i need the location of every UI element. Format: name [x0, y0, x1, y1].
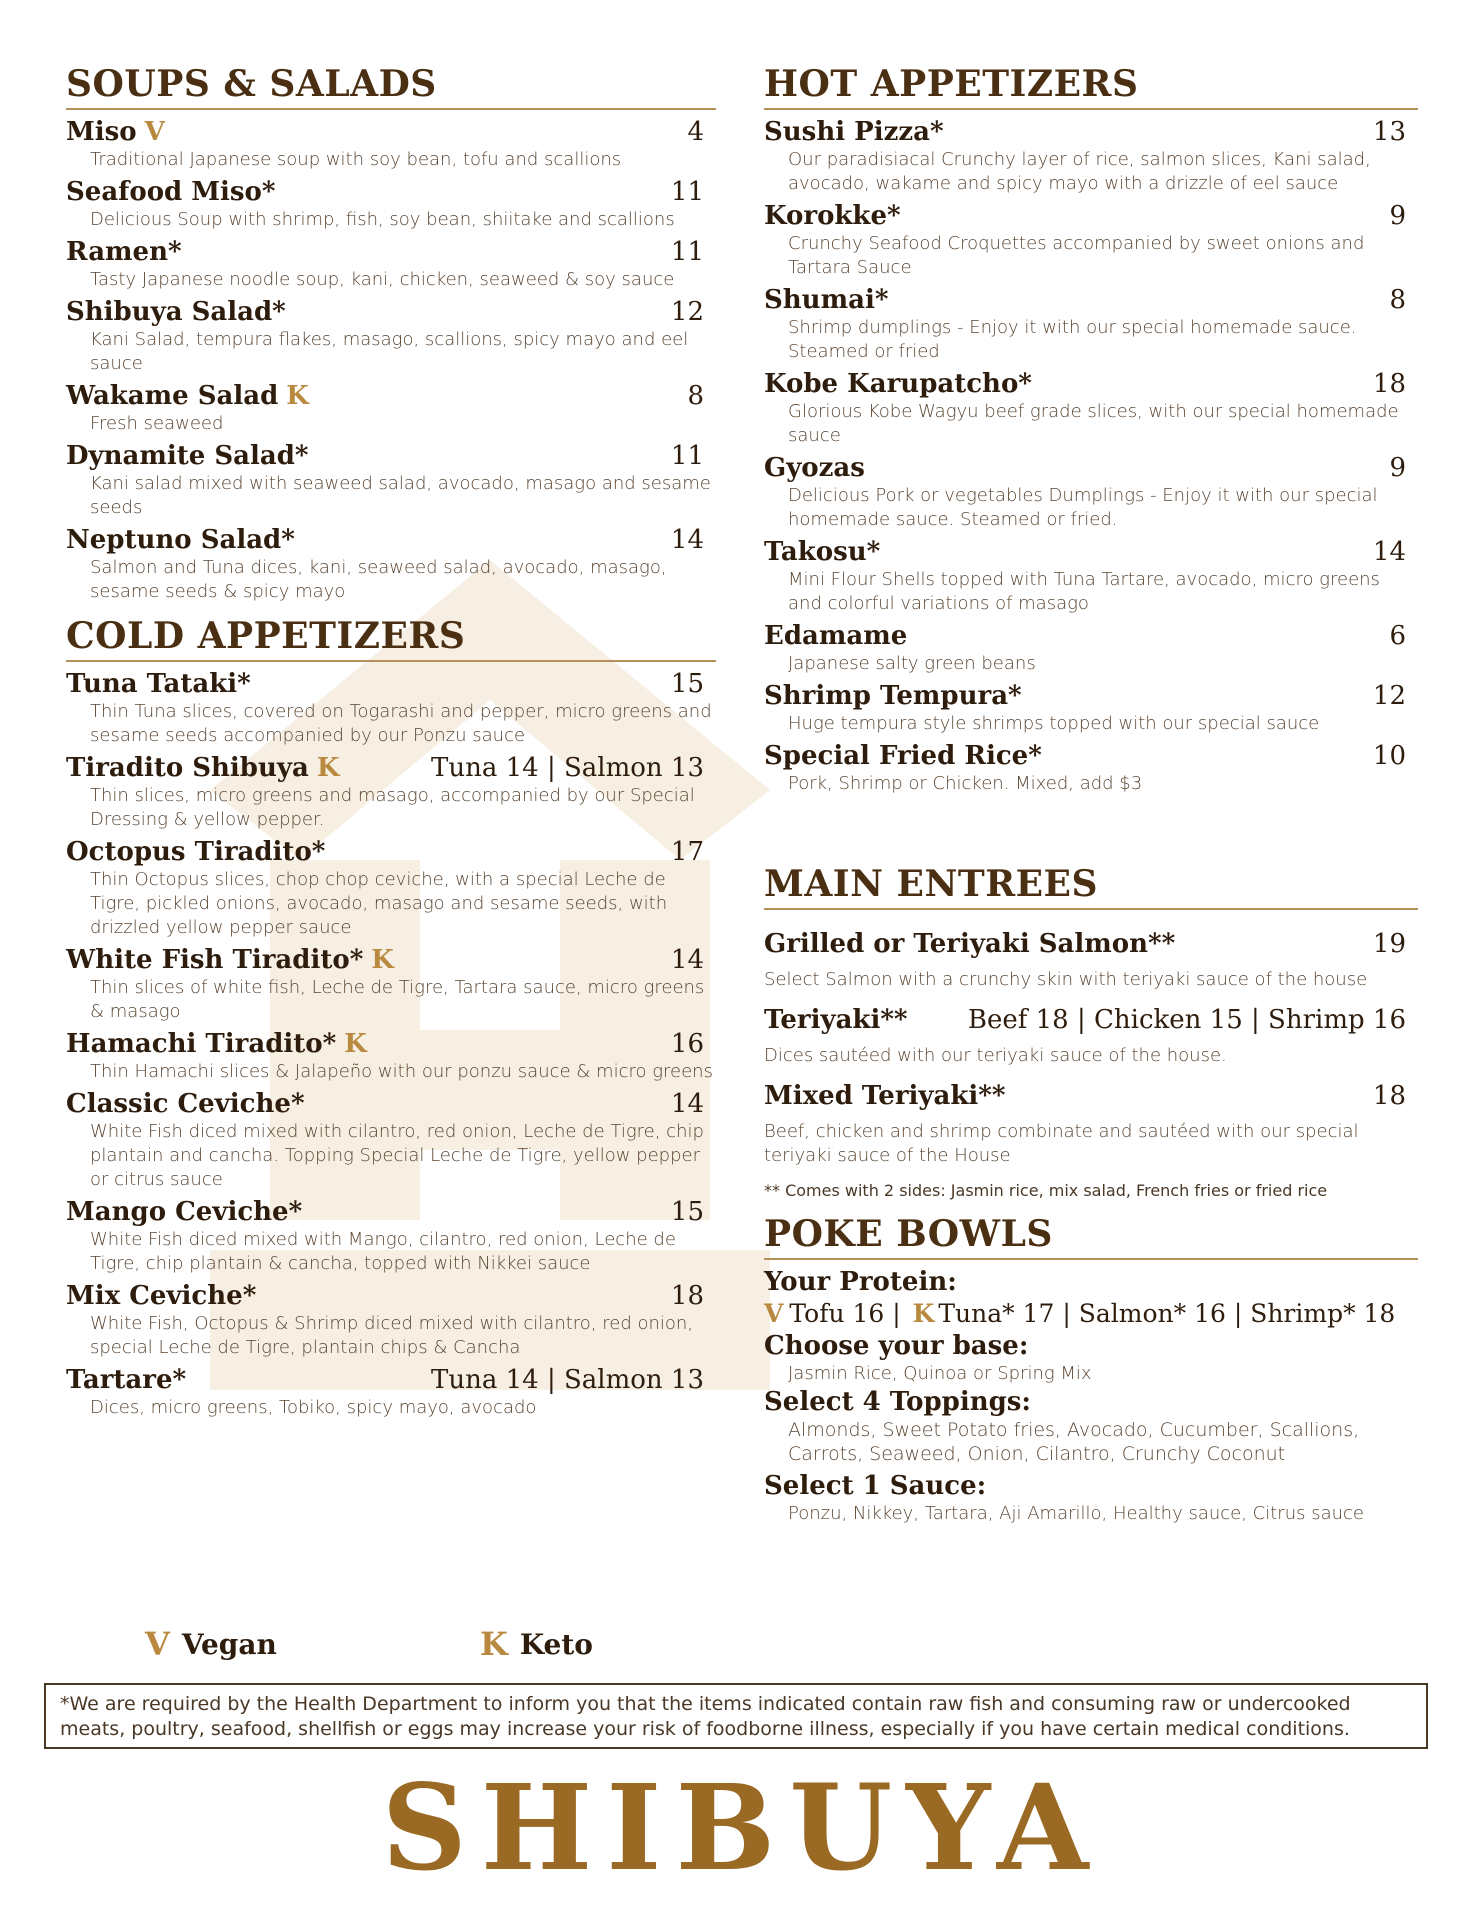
menu-item-row [66, 1196, 716, 1228]
menu-item-title [66, 944, 394, 976]
menu-item [764, 116, 1418, 196]
menu-item-description: Traditional Japanese soup with soy bean, tofu and scallions [90, 149, 622, 170]
menu-item-description: Select Salmon with a crunchy skin with teriyaki sauce of the house [764, 969, 1368, 990]
menu-item-row [66, 296, 716, 328]
menu-item [66, 752, 716, 832]
menu-item-row [764, 740, 1418, 772]
soups-section [66, 62, 716, 604]
menu-item [66, 668, 716, 748]
menu-item-price: 13 [1372, 117, 1406, 147]
poke-base-label: Choose your base: [764, 1331, 1029, 1361]
menu-item-row [66, 176, 716, 208]
menu-item-row [66, 1280, 716, 1312]
menu-item-row [66, 116, 716, 148]
menu-item-name: Tuna Tataki* [66, 669, 251, 699]
left-column [66, 62, 716, 1424]
menu-item-title [66, 752, 339, 784]
menu-item-description: Kani Salad, tempura flakes, masago, scallions, spicy mayo and eel sauce [90, 329, 689, 374]
menu-item-title [66, 236, 182, 268]
menu-item-description: Tasty Japanese noodle soup, kani, chicken, seaweed & soy sauce [90, 269, 675, 290]
menu-item-row [764, 284, 1418, 316]
menu-item-name: Shumai* [764, 285, 889, 315]
menu-item-name: Kobe Karupatcho* [764, 369, 1032, 399]
menu-item-price: 4 [687, 117, 704, 147]
menu-item-title [764, 680, 1022, 712]
menu-item-row [764, 452, 1418, 484]
hot-list [764, 116, 1418, 796]
menu-item-row [66, 236, 716, 268]
menu-item [66, 116, 716, 172]
keto-mark: K [344, 1029, 367, 1059]
menu-item-title [66, 524, 295, 556]
menu-item [764, 368, 1418, 448]
legend-keto [480, 1625, 593, 1663]
vegan-mark: V [145, 1625, 170, 1663]
poke-toppings-label: Select 4 Toppings: [764, 1387, 1032, 1417]
menu-item-name: Grilled or Teriyaki Salmon** [764, 929, 1176, 959]
menu-item-price: 11 [670, 237, 704, 267]
keto-mark: K [316, 753, 340, 783]
menu-item-description: Delicious Pork or vegetables Dumplings - Enjoy it with our special homemade sauce. Steamed or fried. [788, 485, 1378, 530]
menu-item [66, 944, 716, 1024]
menu-item-price: 18 [670, 1281, 704, 1311]
menu-item-title [66, 116, 165, 148]
menu-item-price: 15 [670, 1197, 704, 1227]
menu-item [764, 536, 1418, 616]
section-title-mains: MAIN ENTREES [764, 862, 1418, 910]
menu-item-price: 8 [1389, 285, 1406, 315]
menu-item-price: 9 [1389, 453, 1406, 483]
menu-item-name: Mixed Teriyaki** [764, 1081, 1006, 1111]
menu-item-name: Octopus Tiradito* [66, 837, 326, 867]
menu-item-price: 11 [670, 441, 704, 471]
menu-item [764, 284, 1418, 364]
menu-item-description: Thin Octopus slices, chop chop ceviche, with a special Leche de Tigre, pickled onions, avocado, masago and sesame seeds, with drizzled yellow pepper sauce [90, 869, 668, 938]
menu-item-name: Mix Ceviche* [66, 1281, 257, 1311]
poke-section [764, 1212, 1418, 1526]
menu-item-row [66, 1028, 716, 1060]
poke-base-desc: Jasmin Rice, Quinoa or Spring Mix [788, 1363, 1092, 1384]
right-column [764, 62, 1418, 1526]
keto-mark: K [371, 945, 394, 975]
menu-item [66, 236, 716, 292]
menu-item [764, 452, 1418, 532]
menu-item [66, 1196, 716, 1276]
legend-keto-label: Keto [519, 1627, 593, 1661]
menu-item-price: 11 [670, 177, 704, 207]
menu-item-row [66, 944, 716, 976]
hot-section [764, 62, 1418, 796]
menu-item-title [764, 284, 888, 316]
poke-protein-label: Your Protein: [764, 1267, 957, 1297]
menu-item-price: 6 [1389, 621, 1406, 651]
health-disclaimer: *We are required by the Health Department to inform you that the items indicated contain raw fish and consuming raw or undercooked meats, poultry, seafood, shellfish or eggs may increase your risk of foodborne illness, especially if you have certain medical conditions. [44, 1683, 1428, 1749]
menu-item-description: Dices sautéed with our teriyaki sauce of the house. [764, 1045, 1227, 1066]
vegan-mark: V [764, 1299, 784, 1328]
menu-item-title [764, 452, 865, 484]
menu-item [66, 296, 716, 376]
menu-item-name: Neptuno Salad* [66, 525, 295, 555]
section-title-soups: SOUPS & SALADS [66, 62, 716, 110]
brand-logo: SHIBUYA [381, 1758, 1103, 1897]
menu-item-title [66, 1364, 186, 1396]
poke-sauce-desc: Ponzu, Nikkey, Tartara, Aji Amarillo, Healthy sauce, Citrus sauce [788, 1503, 1364, 1524]
menu-item-description: Delicious Soup with shrimp, fish, soy bean, shiitake and scallions [90, 209, 675, 230]
poke-protein-tofu: Tofu 16 | [789, 1299, 901, 1328]
soups-list [66, 116, 716, 604]
menu-item-title [66, 440, 309, 472]
menu-item [66, 1280, 716, 1360]
menu-item-price: 18 [1372, 369, 1406, 399]
menu-item-row [764, 536, 1418, 568]
cold-section [66, 614, 716, 1420]
menu-item-title [764, 1080, 1005, 1112]
menu-item-description: White Fish, Octopus & Shrimp diced mixed with cilantro, red onion, special Leche de Tigre, plantain chips & Cancha [90, 1313, 694, 1358]
menu-item-row [764, 620, 1418, 652]
menu-item-price: 14 [670, 525, 704, 555]
menu-item-title [764, 620, 907, 652]
menu-item-title [764, 928, 1175, 960]
menu-item-price: 14 [1372, 537, 1406, 567]
menu-item-title [66, 296, 286, 328]
poke-protein-line [764, 1298, 1418, 1330]
menu-item-price: 15 [670, 669, 704, 699]
menu-item-name: Shibuya Salad* [66, 297, 286, 327]
menu-item [66, 1028, 716, 1084]
mains-section [764, 862, 1418, 1202]
menu-item-price: 18 [1372, 1081, 1406, 1111]
menu-item [764, 200, 1418, 280]
menu-item-title [66, 668, 251, 700]
menu-item-title [66, 1088, 305, 1120]
menu-item-name: Mango Ceviche* [66, 1197, 303, 1227]
menu-item [764, 620, 1418, 676]
menu-item-description: Salmon and Tuna dices, kani, seaweed salad, avocado, masago, sesame seeds & spicy mayo [90, 557, 667, 602]
menu-item-price: 10 [1372, 741, 1406, 771]
menu-item-row [66, 1364, 716, 1396]
menu-item-price: 9 [1389, 201, 1406, 231]
menu-item-name: Ramen* [66, 237, 182, 267]
menu-item-name: Tartare* [66, 1365, 187, 1395]
menu-item-title [764, 116, 944, 148]
menu-item-row [66, 524, 716, 556]
menu-item [66, 176, 716, 232]
section-title-cold: COLD APPETIZERS [66, 614, 716, 662]
menu-item-description: Thin slices of white fish, Leche de Tigre, Tartara sauce, micro greens & masago [90, 977, 705, 1022]
menu-item-title [764, 1004, 908, 1036]
menu-item-title [66, 836, 325, 868]
menu-item-price: 16 [670, 1029, 704, 1059]
menu-item [66, 836, 716, 940]
menu-item-price: 17 [670, 837, 704, 867]
menu-item-row [764, 368, 1418, 400]
menu-item [764, 928, 1418, 992]
menu-item-row [66, 752, 716, 784]
menu-item-price: Tuna 14 | Salmon 13 [431, 1365, 704, 1395]
cold-list [66, 668, 716, 1420]
section-title-poke: POKE BOWLS [764, 1212, 1418, 1260]
menu-item [66, 1364, 716, 1420]
menu-item-name: Edamame [764, 621, 908, 651]
menu-item-row [764, 1004, 1418, 1036]
mains-list [764, 928, 1418, 1168]
menu-item-description: Kani salad mixed with seaweed salad, avocado, masago and sesame seeds [90, 473, 711, 518]
legend-vegan [145, 1625, 277, 1663]
menu-item-price: 12 [1372, 681, 1406, 711]
menu-item-name: Sushi Pizza* [764, 117, 944, 147]
menu-item-description: Dices, micro greens, Tobiko, spicy mayo, avocado [90, 1397, 537, 1418]
menu-item-title [66, 176, 276, 208]
menu-item-description: Pork, Shrimp or Chicken. Mixed, add $3 [788, 773, 1143, 794]
menu-item-title [66, 1028, 367, 1060]
poke-protein-rest: Tuna* 17 | Salmon* 16 | Shrimp* 18 [938, 1299, 1396, 1328]
menu-item-price: Beef 18 | Chicken 15 | Shrimp 16 [967, 1005, 1406, 1035]
menu-item-title [764, 200, 901, 232]
menu-item [66, 524, 716, 604]
legend-vegan-label: Vegan [181, 1627, 277, 1661]
menu-item-row [66, 380, 716, 412]
menu-item-name: Miso [66, 117, 137, 147]
poke-toppings-desc: Almonds, Sweet Potato fries, Avocado, Cucumber, Scallions, Carrots, Seaweed, Onion, Cilantro, Crunchy Coconut [788, 1419, 1360, 1465]
menu-item-price: 14 [670, 1089, 704, 1119]
menu-item-name: Takosu* [764, 537, 881, 567]
menu-item-price: 19 [1372, 929, 1406, 959]
menu-item-price: Tuna 14 | Salmon 13 [431, 753, 704, 783]
menu-item [66, 380, 716, 436]
menu-item [66, 440, 716, 520]
menu-item-description: Beef, chicken and shrimp combinate and sautéed with our special teriyaki sauce of the House [764, 1121, 1359, 1166]
menu-item [764, 680, 1418, 736]
menu-item-description: White Fish diced mixed with cilantro, red onion, Leche de Tigre, chip plantain and cancha. Topping Special Leche de Tigre, yellow pepper or citrus sauce [90, 1121, 704, 1190]
menu-item-row [764, 200, 1418, 232]
menu-item-description: Crunchy Seafood Croquettes accompanied by sweet onions and Tartara Sauce [788, 233, 1365, 278]
menu-item-description: Huge tempura style shrimps topped with our special sauce [788, 713, 1320, 734]
section-title-hot: HOT APPETIZERS [764, 62, 1418, 110]
menu-item-description: Thin Hamachi slices & Jalapeño with our ponzu sauce & micro greens [90, 1061, 713, 1082]
menu-item-description: White Fish diced mixed with Mango, cilantro, red onion, Leche de Tigre, chip plantain & cancha, topped with Nikkei sauce [90, 1229, 676, 1274]
menu-item-description: Our paradisiacal Crunchy layer of rice, salmon slices, Kani salad, avocado, wakame and spicy mayo with a drizzle of eel sauce [788, 149, 1371, 194]
menu-item-description: Glorious Kobe Wagyu beef grade slices, with our special homemade sauce [788, 401, 1399, 446]
vegan-mark: V [144, 117, 165, 147]
keto-mark: K [480, 1625, 508, 1663]
menu-item-row [66, 440, 716, 472]
menu-item-name: Dynamite Salad* [66, 441, 309, 471]
menu-item-description: Japanese salty green beans [788, 653, 1036, 674]
poke-sauce-label: Select 1 Sauce: [764, 1471, 987, 1501]
menu-item-description: Fresh seaweed [90, 413, 224, 434]
keto-mark: K [286, 381, 309, 411]
menu-item-row [66, 668, 716, 700]
keto-mark: K [912, 1299, 935, 1328]
menu-item-row [764, 928, 1418, 960]
menu-item-title [66, 1196, 302, 1228]
menu-item-description: Mini Flour Shells topped with Tuna Tartare, avocado, micro greens and colorful variations of masago [788, 569, 1380, 614]
menu-item-row [66, 1088, 716, 1120]
menu-item-name: Shrimp Tempura* [764, 681, 1022, 711]
menu-item-price: 8 [687, 381, 704, 411]
menu-item-description: Thin slices, micro greens and masago, accompanied by our Special Dressing & yellow pepper. [90, 785, 695, 830]
menu-item-name: Teriyaki** [764, 1005, 908, 1035]
menu-item-name: Gyozas [764, 453, 865, 483]
menu-item-price: 12 [670, 297, 704, 327]
menu-item-name: Hamachi Tiradito* [66, 1029, 337, 1059]
menu-item [66, 1088, 716, 1192]
menu-item-name: Seafood Miso* [66, 177, 276, 207]
menu-item-row [764, 1080, 1418, 1112]
menu-item-title [764, 368, 1032, 400]
menu-item-name: Classic Ceviche* [66, 1089, 305, 1119]
menu-item-name: Wakame Salad [66, 381, 279, 411]
menu-item-title [66, 380, 309, 412]
menu-item-title [764, 740, 1042, 772]
menu-item-title [66, 1280, 256, 1312]
menu-item-name: White Fish Tiradito* [66, 945, 364, 975]
menu-item-row [66, 836, 716, 868]
menu-item-description: Shrimp dumplings - Enjoy it with our special homemade sauce. Steamed or fried [788, 317, 1357, 362]
menu-item-name: Special Fried Rice* [764, 741, 1042, 771]
menu-item-price: 14 [670, 945, 704, 975]
menu-item-name: Korokke* [764, 201, 901, 231]
menu-item-description: Thin Tuna slices, covered on Togarashi and pepper, micro greens and sesame seeds accompanied by our Ponzu sauce [90, 701, 712, 746]
menu-item-name: Tiradito Shibuya [66, 753, 309, 783]
menu-item-row [764, 116, 1418, 148]
menu-item [764, 1080, 1418, 1168]
menu-item-row [764, 680, 1418, 712]
menu-item [764, 740, 1418, 796]
menu-item [764, 1004, 1418, 1068]
sides-note: ** Comes with 2 sides: Jasmin rice, mix salad, French fries or fried rice [764, 1181, 1328, 1200]
menu-item-title [764, 536, 880, 568]
